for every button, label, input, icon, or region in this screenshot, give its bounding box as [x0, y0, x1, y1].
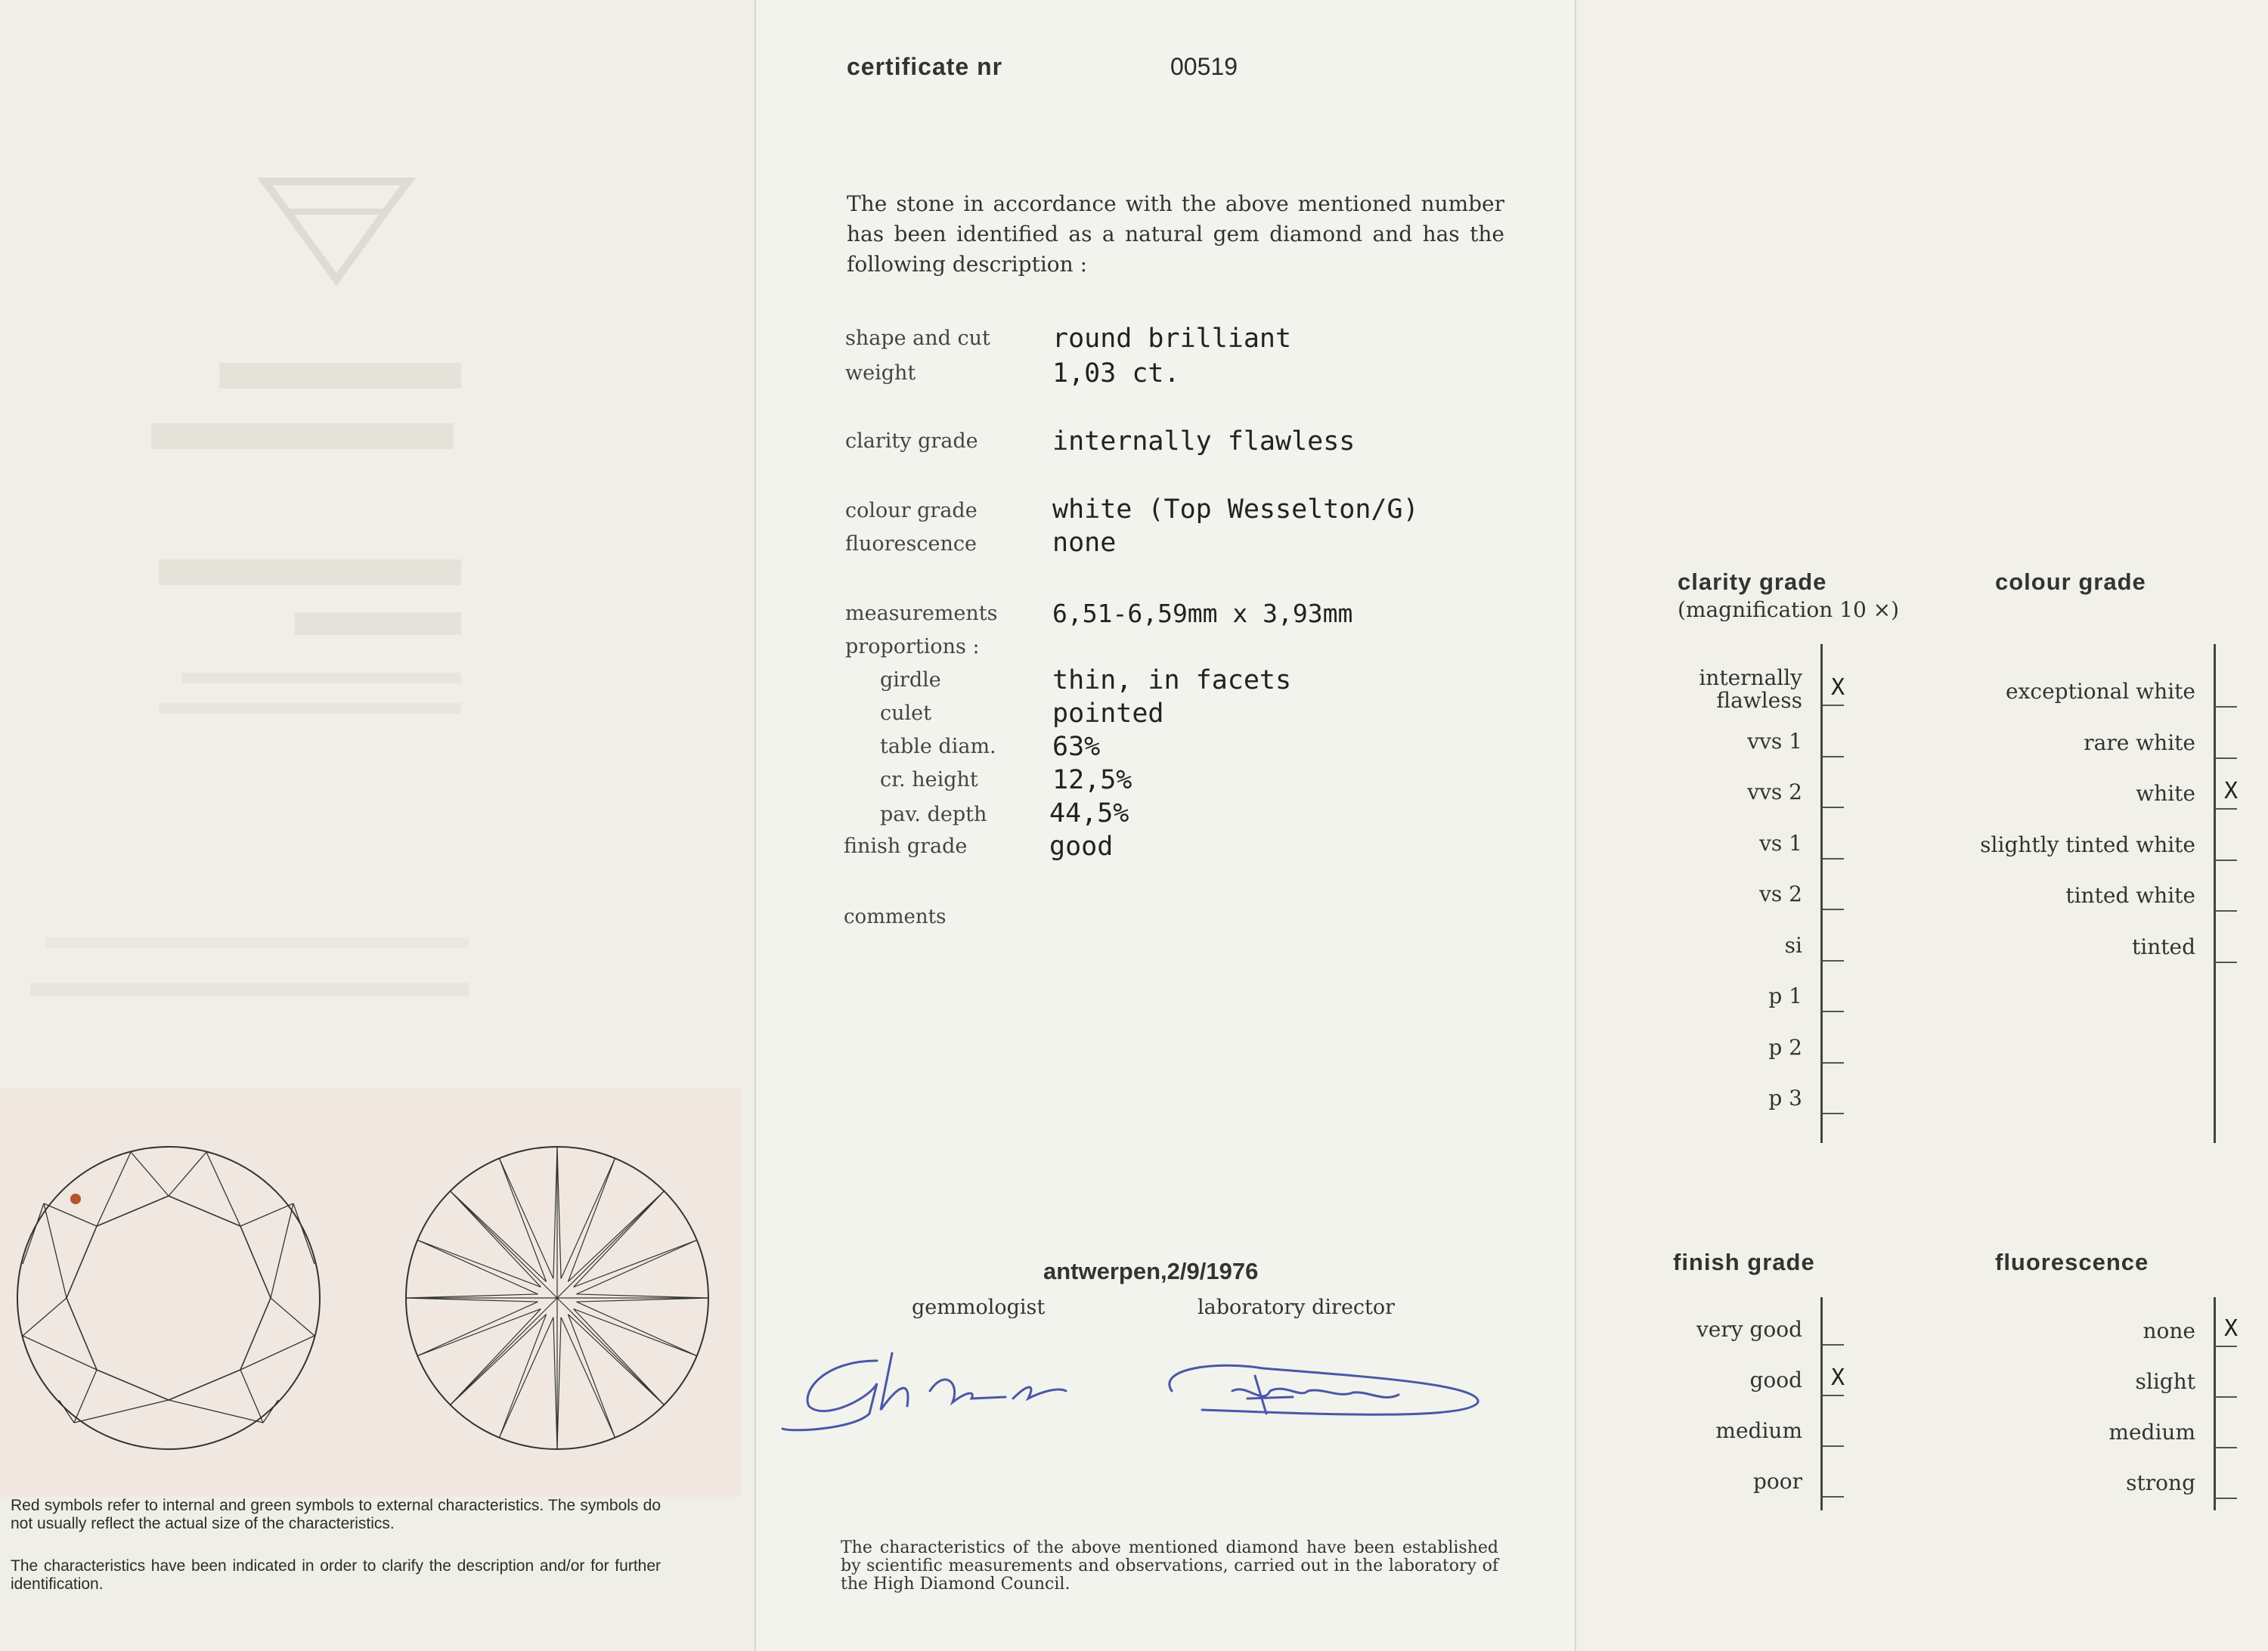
shape-value: round brilliant	[1052, 324, 1292, 354]
girdle-value: thin, in facets	[1052, 665, 1292, 695]
clarity-scale-tick	[1823, 756, 1844, 757]
crown-value: 12,5%	[1052, 765, 1132, 795]
colour-scale-item: tinted white	[2065, 883, 2195, 908]
clarity-scale-item: p 2	[1768, 1034, 1802, 1060]
clarity-scale-item: p 1	[1768, 983, 1802, 1008]
faded-text-block	[45, 937, 469, 948]
clarity-scale-subtitle: (magnification 10 ×)	[1678, 597, 1900, 622]
fluorescence-scale-tick	[2216, 1396, 2237, 1398]
finish-label: finish grade	[844, 835, 968, 858]
finish-scale-tick	[1823, 1445, 1844, 1447]
left-panel	[0, 0, 756, 1651]
clarity-scale-selected-mark: X	[1831, 674, 1845, 701]
culet-label: culet	[880, 702, 931, 725]
clarity-scale-tick	[1823, 960, 1844, 962]
clarity-scale-tick	[1823, 909, 1844, 910]
comments-label: comments	[844, 906, 947, 928]
finish-scale-item: poor	[1752, 1469, 1802, 1494]
finish-scale-selected-mark: X	[1831, 1364, 1845, 1391]
colour-scale-item: white	[2136, 781, 2195, 806]
colour-scale-item: tinted	[2132, 934, 2195, 959]
colour-scale-item: slightly tinted white	[1980, 832, 2195, 857]
clarity-scale-item: internally flawless	[1699, 665, 1802, 713]
place-date: antwerpen,2/9/1976	[1043, 1258, 1259, 1284]
weight-label: weight	[845, 361, 916, 385]
fluorescence-scale-item: strong	[2126, 1470, 2195, 1495]
gemmologist-label: gemmologist	[912, 1296, 1046, 1319]
clarity-value: internally flawless	[1052, 426, 1356, 457]
clarity-scale-tick	[1823, 705, 1844, 706]
colour-value: white (Top Wesselton/G)	[1052, 494, 1419, 525]
footer-statement: The characteristics of the above mentioned diamond have been established by scientific measurements and observations, carried out in the laboratory of the High Diamond Council.	[841, 1538, 1498, 1594]
clarity-scale-tick	[1823, 1113, 1844, 1114]
colour-scale-tick	[2216, 910, 2237, 912]
colour-scale-rule	[2214, 644, 2216, 1143]
fluorescence-scale-tick	[2216, 1447, 2237, 1448]
finish-scale-tick	[1823, 1344, 1844, 1346]
faded-text-block	[295, 612, 461, 635]
colour-label: colour grade	[845, 499, 978, 522]
fluorescence-label: fluorescence	[845, 532, 977, 556]
certificate-number: 00519	[1170, 53, 1238, 80]
clarity-scale-tick	[1823, 807, 1844, 808]
finish-scale-item: very good	[1696, 1317, 1802, 1342]
clarity-scale-tick	[1823, 858, 1844, 860]
pavilion-label: pav. depth	[880, 803, 987, 826]
intro-paragraph: The stone in accordance with the above mentioned number has been identified as a natural gem diamond and has the following description :	[847, 191, 1504, 277]
girdle-label: girdle	[880, 668, 941, 692]
faded-logo-icon	[249, 166, 423, 287]
table-label: table diam.	[880, 735, 996, 758]
clarity-scale-tick	[1823, 1011, 1844, 1012]
diamond-plot-card	[0, 1089, 741, 1497]
finish-scale-tick	[1823, 1395, 1844, 1396]
fluorescence-scale-tick	[2216, 1346, 2237, 1347]
clarity-scale-title: clarity grade	[1678, 568, 1827, 595]
culet-value: pointed	[1052, 698, 1164, 729]
finish-scale-title: finish grade	[1673, 1249, 1815, 1275]
certificate-panel	[756, 0, 1576, 1651]
faded-text-block	[159, 703, 461, 714]
finish-scale-item: good	[1749, 1368, 1802, 1392]
faded-text-block	[159, 559, 461, 585]
faded-text-block	[181, 673, 461, 683]
notes-symbols-text: Red symbols refer to internal and green symbols to external characteristics. The symbols do not usually reflect the actual size of the characteristics.	[11, 1497, 661, 1532]
fluorescence-scale-selected-mark: X	[2224, 1315, 2239, 1342]
colour-scale-tick	[2216, 706, 2237, 708]
finish-value: good	[1049, 832, 1114, 862]
finish-scale-item: medium	[1715, 1418, 1802, 1443]
certificate-label: certificate nr	[847, 53, 1003, 80]
measurements-value: 6,51-6,59mm x 3,93mm	[1052, 599, 1353, 628]
fluorescence-scale-tick	[2216, 1498, 2237, 1499]
fluorescence-scale-rule	[2214, 1297, 2216, 1510]
proportions-label: proportions :	[845, 635, 980, 658]
colour-scale-tick	[2216, 757, 2237, 759]
pavilion-diagram-icon	[402, 1143, 712, 1453]
clarity-label: clarity grade	[845, 429, 978, 453]
clarity-scale-item: p 3	[1768, 1086, 1802, 1110]
faded-text-block	[151, 423, 454, 449]
faded-text-block	[219, 363, 461, 389]
clarity-scale-item: vvs 1	[1747, 728, 1802, 754]
colour-scale-tick	[2216, 808, 2237, 810]
shape-label: shape and cut	[845, 327, 990, 350]
clarity-scale-item: vs 2	[1759, 881, 1802, 906]
grading-scales-panel	[1576, 0, 2268, 1651]
notes-identification-text: The characteristics have been indicated in order to clarify the description and/or for further identification.	[11, 1557, 661, 1593]
crown-diagram-icon	[14, 1143, 324, 1453]
fluorescence-scale-title: fluorescence	[1995, 1249, 2149, 1275]
director-label: laboratory director	[1198, 1296, 1396, 1319]
inclusion-mark-icon	[70, 1194, 81, 1204]
colour-scale-tick	[2216, 860, 2237, 861]
clarity-scale-item: vvs 2	[1747, 779, 1802, 804]
finish-scale-rule	[1820, 1297, 1823, 1510]
colour-scale-item: rare white	[2084, 729, 2195, 755]
pavilion-value: 44,5%	[1049, 798, 1129, 829]
fluorescence-scale-item: slight	[2135, 1369, 2195, 1394]
signature-image	[779, 1338, 1489, 1436]
colour-scale-tick	[2216, 962, 2237, 963]
clarity-scale-tick	[1823, 1062, 1844, 1064]
finish-scale-tick	[1823, 1496, 1844, 1498]
fluorescence-scale-item: none	[2143, 1318, 2195, 1343]
weight-value: 1,03 ct.	[1052, 358, 1180, 389]
measurements-label: measurements	[845, 602, 998, 625]
faded-text-block	[30, 983, 469, 996]
crown-label: cr. height	[880, 768, 978, 791]
clarity-scale-item: si	[1784, 932, 1802, 958]
colour-scale-item: exceptional white	[2006, 679, 2195, 704]
fluorescence-scale-item: medium	[2108, 1420, 2195, 1445]
clarity-scale-rule	[1820, 644, 1823, 1143]
colour-scale-selected-mark: X	[2224, 778, 2239, 804]
clarity-scale-item: vs 1	[1759, 830, 1802, 856]
fluorescence-value: none	[1052, 528, 1117, 558]
colour-scale-title: colour grade	[1995, 568, 2146, 595]
table-value: 63%	[1052, 732, 1101, 762]
